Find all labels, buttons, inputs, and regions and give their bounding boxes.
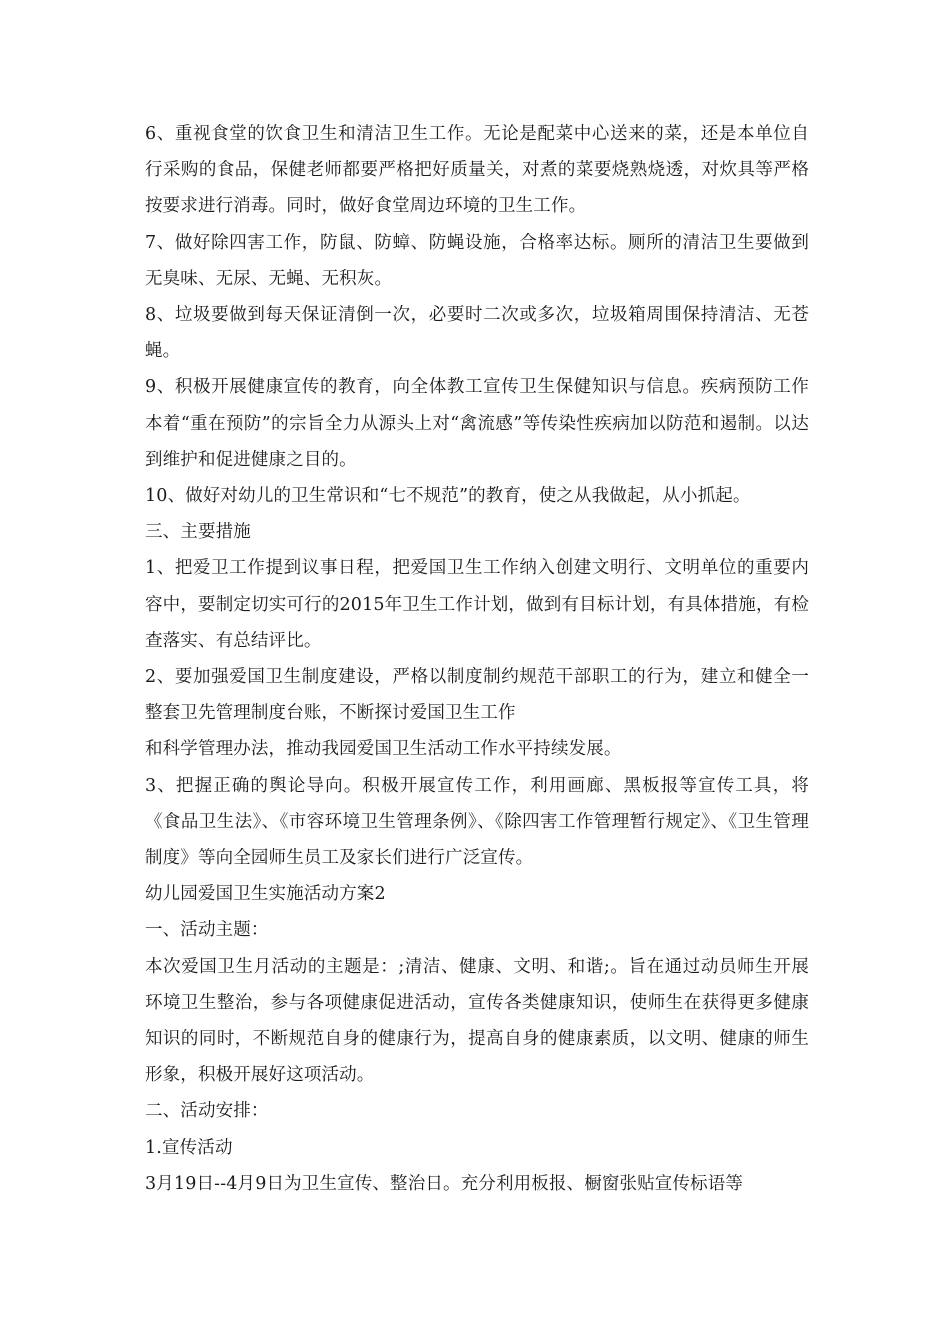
paragraph-item-10: 10、做好对幼儿的卫生常识和“七不规范”的教育，使之从我做起，从小抓起。 (145, 486, 751, 507)
theme-paragraph: 本次爱国卫生月活动的主题是：;清洁、健康、文明、和谐;。旨在通过动员师生开展环境卫生整治，参与各项健康促进活动，宣传各类健康知识，使师生在获得更多健康知识的同时，不断规范自身的健康行为，提高自身的健康素质，以文明、健康的师生形象，积极开展好这项活动。 (145, 956, 809, 1086)
document-body (145, 116, 809, 1202)
measure-item-2: 2、要加强爱国卫生制度建设，严格以制度制约规范干部职工的行为，建立和健全一整套卫先管理制度台账，不断探讨爱国卫生工作 (145, 667, 809, 724)
paragraph-item-6: 6、重视食堂的饮食卫生和清洁卫生工作。无论是配菜中心送来的菜，还是本单位自行采购的食品，保健老师都要严格把好质量关，对煮的菜要烧熟烧透，对炊具等严格按要求进行消毒。同时，做好食堂周边环境的卫生工作。 (145, 124, 809, 217)
paragraph-item-9: 9、积极开展健康宣传的教育，向全体教工宣传卫生保健知识与信息。疾病预防工作本着“重在预防”的宗旨全力从源头上对“禽流感”等传染性疾病加以防范和遏制。以达到维护和促进健康之目的。 (145, 377, 809, 470)
measure-item-1: 1、把爱卫工作提到议事日程，把爱国卫生工作纳入创建文明行、文明单位的重要内容中，要制定切实可行的2015年卫生工作计划，做到有目标计划，有具体措施，有检查落实、有总结评比。 (145, 558, 809, 651)
section-heading-arrangement: 二、活动安排： (145, 1101, 269, 1122)
paragraph-item-7: 7、做好除四害工作，防鼠、防蟑、防蝇设施，合格率达标。厕所的清洁卫生要做到无臭味、无尿、无蝇、无积灰。 (145, 232, 809, 289)
publicity-paragraph: 3月19日--4月9日为卫生宣传、整治日。充分利用板报、橱窗张贴宣传标语等 (145, 1173, 744, 1194)
paragraph-item-8: 8、垃圾要做到每天保证清倒一次，必要时二次或多次，垃圾箱周围保持清洁、无苍蝇。 (145, 305, 809, 362)
subheading-publicity: 1.宣传活动 (145, 1137, 233, 1158)
measure-item-3: 3、把握正确的舆论导向。积极开展宣传工作，利用画廊、黑板报等宣传工具，将《食品卫生法》、《市容环境卫生管理条例》、《除四害工作管理暂行规定》、《卫生管理制度》等向全园师生员工及家长们进行广泛宣传。 (145, 775, 809, 869)
section-heading-theme: 一、活动主题： (145, 920, 269, 941)
measure-item-2-continued: 和科学管理办法，推动我园爱国卫生活动工作水平持续发展。 (145, 739, 622, 760)
section-heading-measures: 三、主要措施 (145, 522, 251, 543)
plan-title: 幼儿园爱国卫生实施活动方案2 (145, 884, 386, 905)
